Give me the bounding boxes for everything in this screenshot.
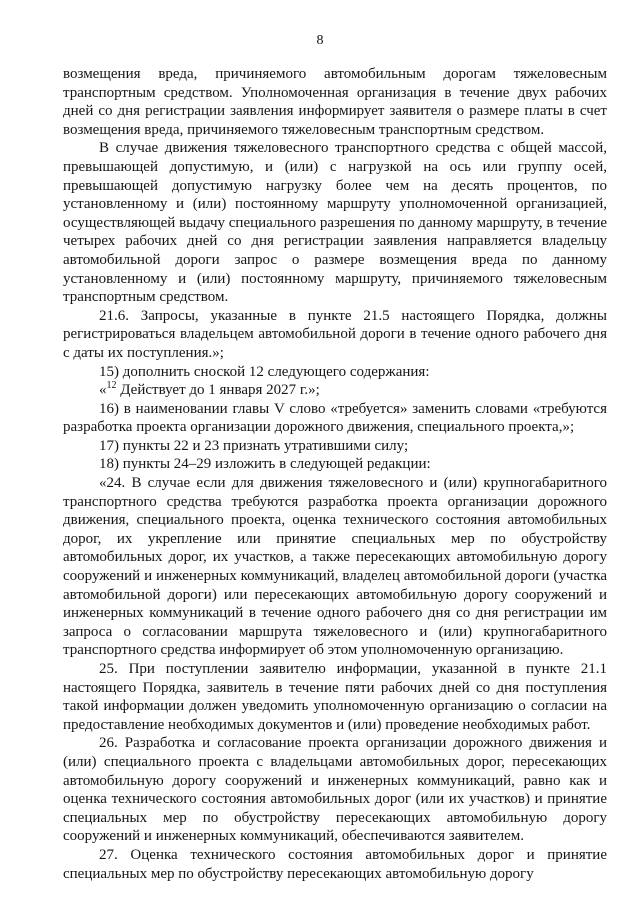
paragraph-heavy-vehicle-route-request: В случае движения тяжеловесного транспортного средства с общей массой, превышающей допустимую, и (или) с нагрузкой на ось или группу осей, превышающей допустимую нагрузку более чем на десять процентов, по установленному и (или) постоянному маршруту уполномоченной организацией, осуществляющей выдачу специального разрешения по данному маршруту, в течение четырех рабочих дней со дня регистрации заявления направляется владельцу автомобильной дороги запрос о размере возмещения вреда по данному установленному и (или) постоянному маршруту, причиняемого тяжеловесным транспортным средством.	[63, 140, 607, 306]
footnote-number: 12	[106, 380, 117, 392]
quote-mark: «	[99, 382, 107, 399]
paragraph-item-18: 18) пункты 24–29 изложить в следующей редакции:	[99, 456, 431, 473]
paragraph-point-26: 26. Разработка и согласование проекта организации дорожного движения и (или) специального проекта с владельцами автомобильных дорог, пересекающих автомобильную дорогу сооружений и инженерных коммуникаций, равно как и оценка технического состояния автомобильных дорог (или их участков) и принятие специальных мер по обустройству пересекающих автомобильную дорогу сооружений и инженерных коммуникаций, обеспечиваются заявителем.	[63, 735, 607, 845]
page-number: 8	[316, 33, 324, 48]
paragraph-item-17: 17) пункты 22 и 23 признать утратившими силу;	[99, 437, 409, 454]
footnote-text: Действует до 1 января 2027 г.»;	[116, 382, 320, 399]
paragraph-point-25: 25. При поступлении заявителю информации, указанной в пункте 21.1 настоящего Порядка, заявитель в течение пяти рабочих дней со дня поступления такой информации должен уведомить уполномоченную организацию о согласии на предоставление необходимых документов и (или) проведение необходимых работ.	[63, 661, 607, 733]
paragraph-footnote-12	[63, 381, 607, 400]
paragraph-harm-compensation-continuation: возмещения вреда, причиняемого автомобильным дорогам тяжеловесным транспортным средством. Уполномоченная организация в течение двух рабочих дней со дня регистрации заявления информирует заявителя о размере платы в счет возмещения вреда, причиняемого тяжеловесным транспортным средством.	[63, 66, 607, 138]
paragraph-point-24: «24. В случае если для движения тяжеловесного и (или) крупногабаритного транспортного средства требуются разработка проекта организации дорожного движения, специального проекта, оценка технического состояния автомобильных дорог, их укрепление или принятие специальных мер по обустройству автомобильных дорог, их участков, а также пересекающих автомобильную дорогу сооружений и инженерных коммуникаций, владелец автомобильной дороги (участка автомобильной дороги) или пересекающих автомобильную дорогу сооружений и инженерных коммуникаций в течение одного рабочего дня со дня регистрации им запроса о согласовании маршрута тяжеловесного и (или) крупногабаритного транспортного средства информирует об этом уполномоченную организацию.	[63, 475, 607, 659]
document-body	[63, 65, 607, 883]
paragraph-item-16: 16) в наименовании главы V слово «требуется» заменить словами «требуются разработка проекта организации дорожного движения, специального проекта,»;	[63, 400, 607, 436]
paragraph-point-27: 27. Оценка технического состояния автомобильных дорог и принятие специальных мер по обустройству пересекающих автомобильную дорогу	[63, 846, 607, 882]
paragraph-item-15: 15) дополнить сноской 12 следующего содержания:	[99, 363, 430, 380]
paragraph-item-21-6: 21.6. Запросы, указанные в пункте 21.5 настоящего Порядка, должны регистрироваться владельцем автомобильной дороги в течение одного рабочего дня с даты их поступления.»;	[63, 307, 607, 361]
